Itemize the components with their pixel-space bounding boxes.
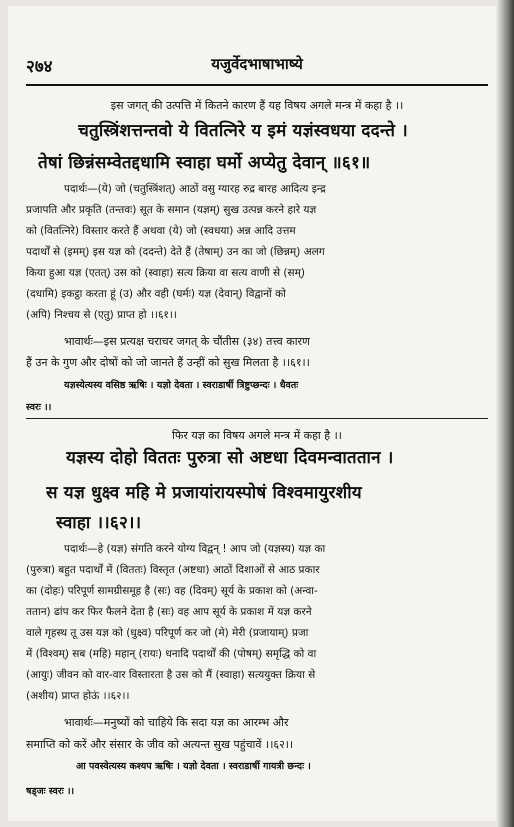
- rishi-devata-line: आ पवस्वेत्यस्य कश्यप ऋषिः । यज्ञो देवता । स्वराडार्षी गायत्री छन्दः ।: [76, 761, 311, 772]
- padartha-line: (अशीय) प्राप्त होऊं ।।६२।।: [26, 690, 130, 702]
- mantra62-intro: फिर यज्ञ का विषय अगले मन्त्र में कहा है ।।: [172, 429, 342, 442]
- padartha-line: पदार्थः—हे (यज्ञ) संगति करने योग्य विद्वन् ! आप जो (यज्ञस्य) यज्ञ का: [64, 543, 326, 555]
- mantra62-verse-line: स यज्ञ धुक्ष्व महि मे प्रजायांरायस्पोषं विश्वमायुरशीय: [46, 483, 362, 503]
- running-title: यजुर्वेदभाषाभाष्ये: [211, 55, 303, 73]
- padartha-line: को (वितत्निरे) विस्तार करते हैं अथवा (ये) जो (स्वधया) अन्न आदि उत्तम: [26, 225, 296, 237]
- padartha-line: (आयुः) जीवन को वार-वार विस्तारता है उस को मैं (स्वाहा) सत्ययुक्त क्रिया से: [26, 669, 316, 681]
- header-rule: [26, 84, 488, 86]
- padartha-line: (दधामि) इकट्ठा करता हूं (उ) और वही (घर्मः) यज्ञ (देवान्) विद्वानों को: [26, 288, 286, 300]
- mantra61-verse-line: चतुस्त्रिंशत्तन्तवो ये वितत्निरे य इमं यज्ञंस्वधया ददन्ते ।: [78, 121, 408, 141]
- rishi-devata-line: स्वरः ।।: [26, 402, 52, 413]
- padartha-line: में (विश्वम्) सब (महि) महान् (रायः) धनादि पदार्थों की (पोषम्) समृद्धि को वा: [26, 648, 317, 660]
- mantra61-verse-line: तेषां छिन्नंसम्वेतद्दधामि स्वाहा घर्मो अप्येतु देवान् ॥६१॥: [38, 153, 371, 173]
- padartha-line: पदार्थः—(ये) जो (चतुस्त्रिंशत्) आठों वसु ग्यारह रुद्र बारह आदित्य इन्द्र: [64, 183, 326, 195]
- bhavartha-line: भावार्थः—मनुष्यों को चाहिये कि सदा यज्ञ का आरम्भ और: [64, 716, 289, 729]
- padartha-line: (पुरुत्रा) बहुत पदार्थों में (विततः) विस्तृत (अष्टधा) आठों दिशाओं से आठ प्रकार: [26, 564, 320, 576]
- page-number: २७४: [26, 57, 53, 77]
- padartha-line: वाले गृहस्थ तू उस यज्ञ को (धुक्ष्व) परिपूर्ण कर जो (मे) मेरी (प्रजायाम्) प्रजा: [26, 627, 309, 639]
- padartha-line: पदार्थों से (इमम्) इस यज्ञ को (ददन्ते) देते हैं (तेषाम्) उन का जो (छिन्नम्) अलग: [26, 246, 325, 258]
- page-header: [26, 54, 488, 82]
- bhavartha-line: समाप्ति को करें और संसार के जीव को अत्यन्त सुख पहुंचावें ।।६२।।: [26, 738, 294, 751]
- bhavartha-line: हैं उन के गुण और दोषों को जो जानते हैं उन्हीं को सुख मिलता है ।।६१।।: [26, 356, 310, 369]
- mantra62-verse-line: यज्ञस्य दोहो विततः पुरुत्रा सो अष्टधा दिवमन्वाततान ।: [66, 448, 394, 468]
- padartha-line: प्रजापति और प्रकृति (तन्तवः) सूत के समान (यज्ञम्) सुख उत्पन्न करने हारे यज्ञ: [26, 204, 317, 216]
- section-rule: [26, 418, 488, 419]
- padartha-line: (अपि) निश्चय से (एतु) प्राप्त हो ।।६१।।: [26, 309, 177, 321]
- mantra62-verse-line: स्वाहा ।।६२।।: [56, 513, 142, 533]
- rishi-devata-line: षड्जः स्वरः ।।: [26, 786, 75, 797]
- page-binding-shadow: [496, 0, 514, 827]
- padartha-line: किया हुआ यज्ञ (एतत्) उस को (स्वाहा) सत्य क्रिया वा सत्य वाणी से (सम्): [26, 267, 305, 279]
- bhavartha-line: भावार्थः—इस प्रत्यक्ष चराचर जगत् के चौंतीस (३४) तत्त्व कारण: [64, 335, 311, 348]
- padartha-line: ततान) ढांप कर फिर फैलने देता है (सः) वह आप सूर्य के प्रकाश में यज्ञ करने: [26, 606, 312, 618]
- mantra61-intro: इस जगत् की उत्पत्ति में कितने कारण हैं यह विषय अगले मन्त्र में कहा है ।।: [110, 99, 404, 112]
- rishi-devata-line: यज्ञस्येत्यस्य वसिष्ठ ऋषिः । यज्ञो देवता । स्वराडार्षी त्रिष्टुप्छन्दः । धैवतः: [64, 380, 299, 391]
- padartha-line: का (दोहः) परिपूर्ण सामग्रीसमूह है (सः) वह (दिवम्) सूर्य के प्रकाश को (अन्वा-: [26, 585, 318, 597]
